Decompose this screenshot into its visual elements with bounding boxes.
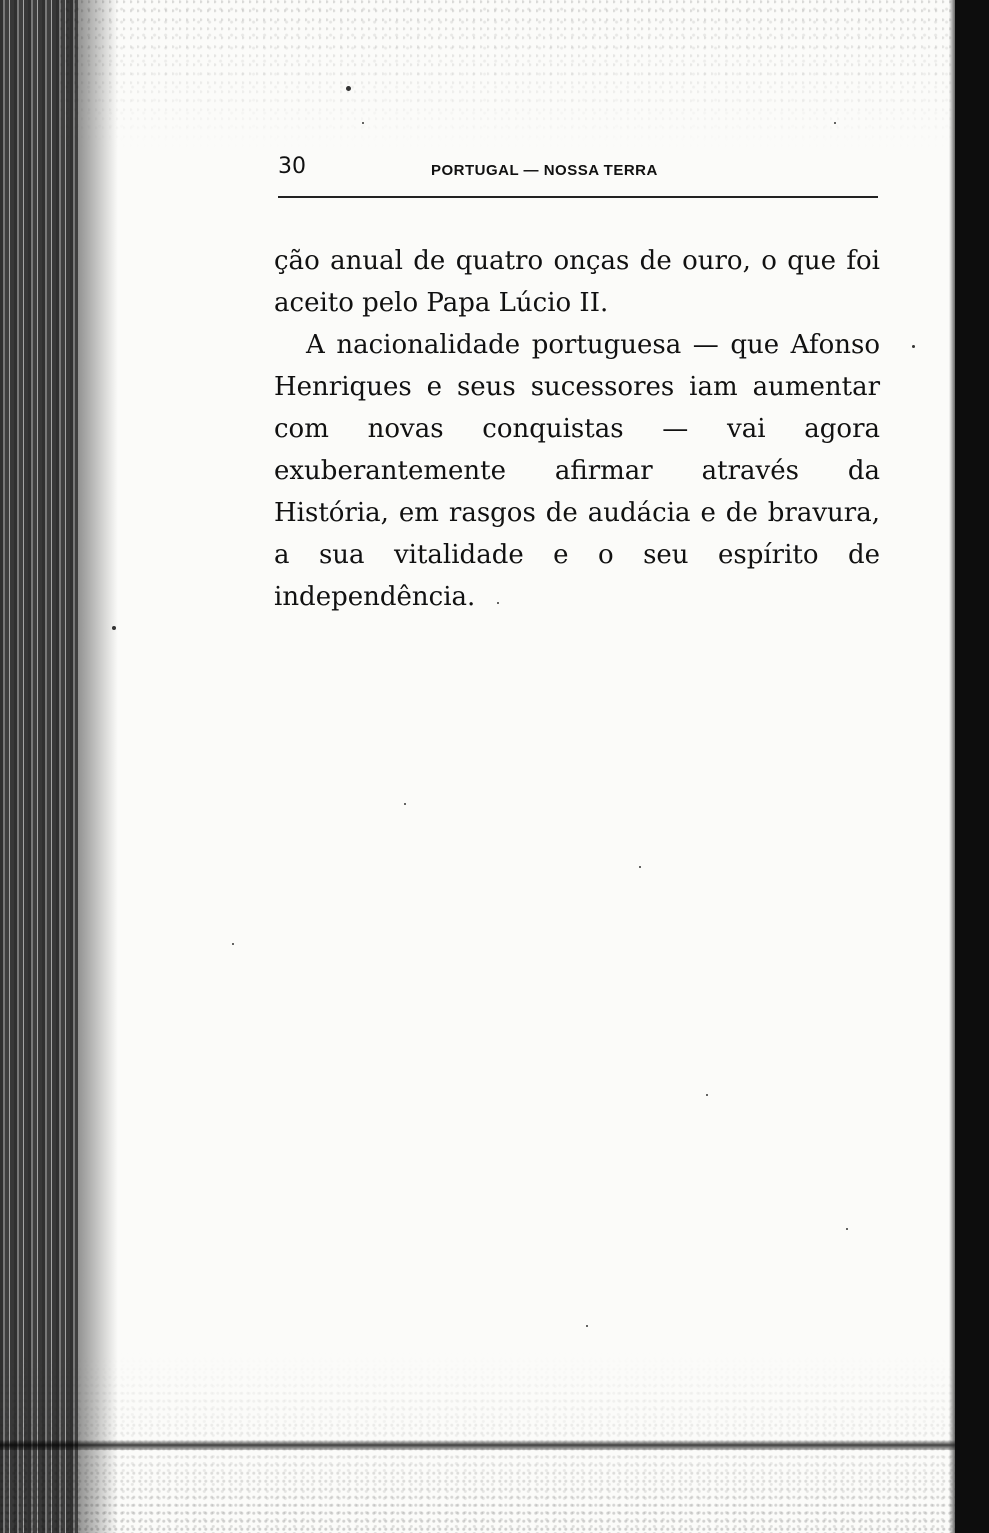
gutter-shadow bbox=[78, 0, 118, 1533]
book-spine-shadow bbox=[0, 0, 78, 1533]
body-text bbox=[274, 240, 880, 618]
running-header bbox=[278, 150, 876, 190]
paragraph-continuation: ção anual de quatro onças de ouro, o que foi aceito pelo Papa Lúcio II. bbox=[274, 246, 880, 318]
top-speckle bbox=[60, 0, 960, 150]
right-scan-border bbox=[955, 0, 989, 1533]
running-title: PORTUGAL — NOSSA TERRA bbox=[431, 162, 658, 179]
page-number: 30 bbox=[278, 154, 306, 179]
bottom-page-edge bbox=[0, 1440, 989, 1450]
paragraph-nacionalidade: A nacionalidade portuguesa — que Afonso Henriques e seus sucessores iam aumentar com novas conquistas — vai agora exuberantemente afirmar através da História, em rasgos de audácia e de bravura, a sua vitalidade e o seu espírito de independência. bbox=[274, 330, 880, 612]
header-rule bbox=[278, 196, 878, 198]
